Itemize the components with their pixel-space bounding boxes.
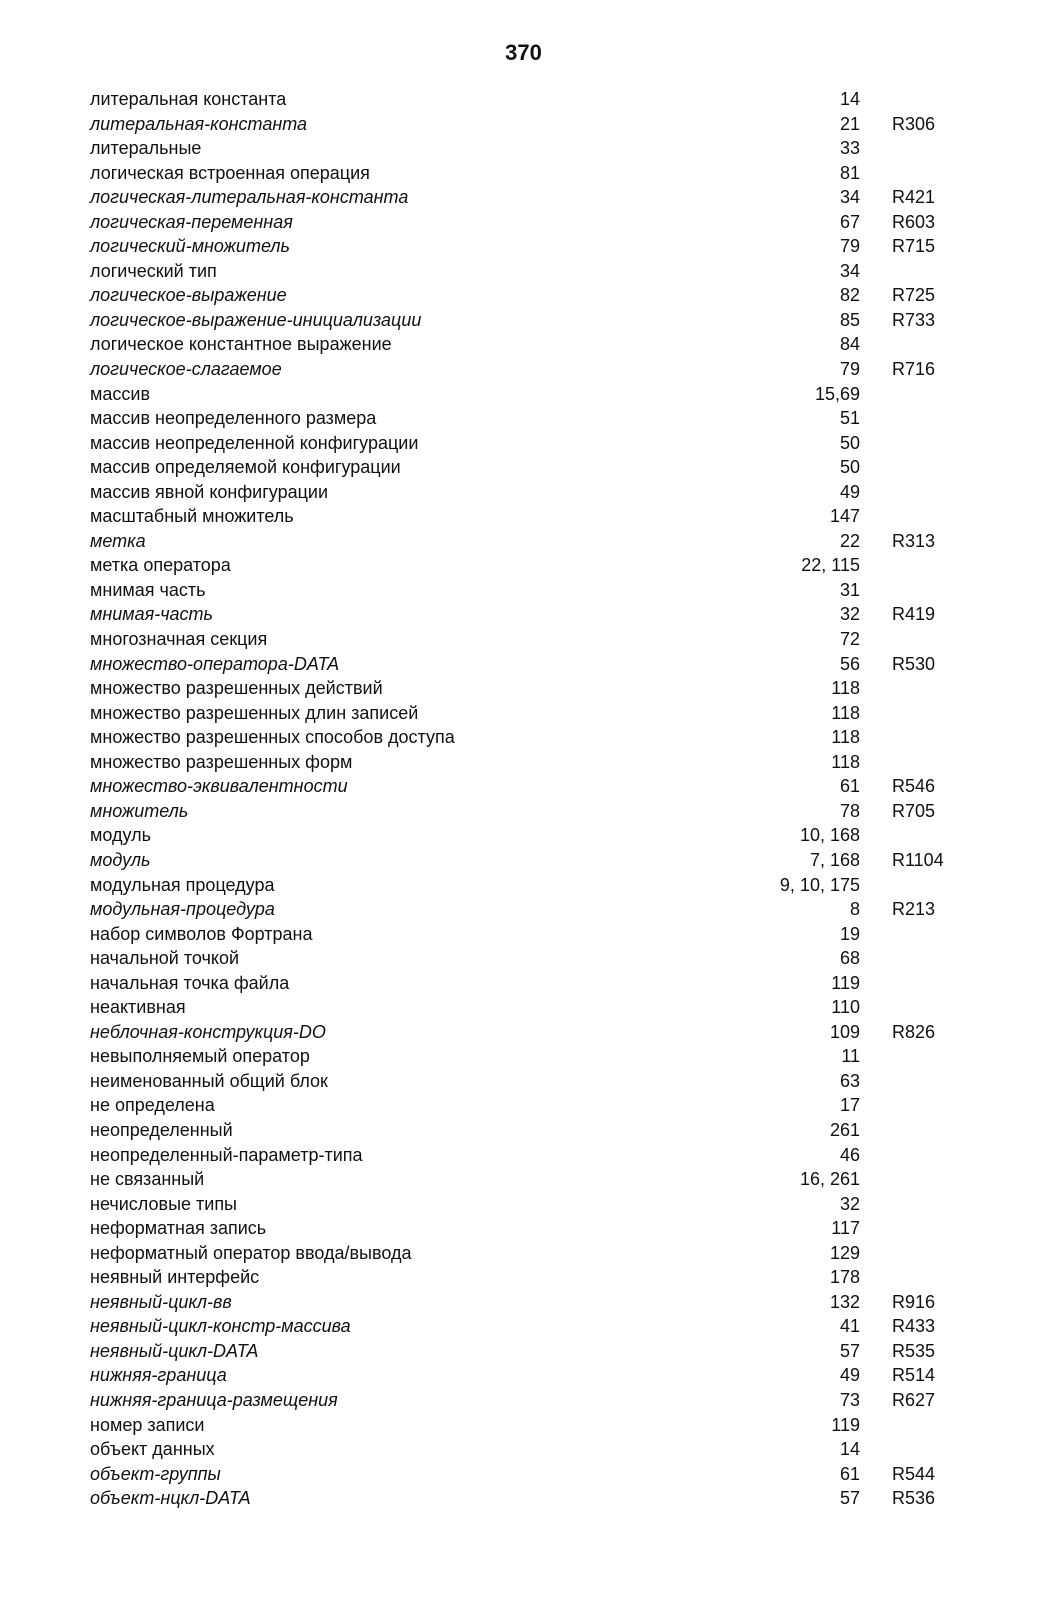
index-pages: 14 (839, 89, 860, 109)
index-pages: 79 (839, 359, 860, 380)
index-entry (0, 283, 1047, 308)
index-pages: 57 (839, 1340, 860, 1361)
index-entry (0, 1069, 1047, 1094)
index-pages: 56 (839, 653, 860, 674)
index-pages: 34 (839, 187, 860, 208)
index-pages: 46 (839, 1144, 860, 1165)
index-rule: R1104 (892, 849, 944, 870)
index-entry (0, 382, 1047, 407)
index-term: начальная точка файла (90, 972, 290, 993)
index-term: логическое-выражение-инициализации (90, 309, 422, 330)
index-entry (0, 259, 1047, 284)
index-rule: R725 (892, 285, 936, 306)
index-term: набор символов Фортрана (90, 923, 313, 944)
index-rule: R544 (892, 1463, 936, 1484)
index-pages: 57 (839, 1488, 860, 1509)
index-pages: 72 (839, 629, 860, 650)
index-term: множество разрешенных способов доступа (90, 727, 455, 748)
index-entry (0, 799, 1047, 824)
index-rule: R530 (892, 653, 936, 674)
index-term: множество разрешенных действий (90, 678, 383, 699)
index-entry (0, 308, 1047, 333)
index-pages: 84 (839, 334, 860, 355)
index-entry (0, 995, 1047, 1020)
index-entry (0, 652, 1047, 677)
index-entry (0, 1093, 1047, 1118)
index-entry (0, 823, 1047, 848)
index-entry (0, 1192, 1047, 1217)
index-pages: 11 (841, 1046, 860, 1067)
index-pages: 15,69 (814, 383, 860, 404)
index-rule: R421 (892, 187, 936, 208)
index-entry (0, 1437, 1047, 1462)
index-term: логическое-слагаемое (90, 359, 282, 380)
index-rule: R536 (892, 1488, 936, 1509)
index-term: множество-оператора-DATA (90, 653, 340, 674)
index-term: многозначная секция (90, 629, 268, 650)
index-term: номер записи (90, 1414, 205, 1435)
index-term: логический тип (90, 260, 217, 281)
index-term: множество разрешенных длин записей (90, 702, 419, 723)
index-pages: 7, 168 (809, 849, 860, 870)
index-pages: 119 (831, 1414, 860, 1435)
index-pages: 19 (839, 923, 860, 944)
index-entry (0, 553, 1047, 578)
index-pages: 14 (839, 1439, 860, 1460)
index-entry (0, 87, 1047, 112)
index-term: нижняя-граница-размещения (90, 1389, 338, 1410)
index-entry (0, 676, 1047, 701)
index-pages: 32 (839, 604, 860, 625)
index-term: нечисловые типы (90, 1193, 237, 1214)
index-pages: 22, 115 (801, 555, 860, 576)
index-entry (0, 750, 1047, 775)
index-entry (0, 1363, 1047, 1388)
index-entry (0, 529, 1047, 554)
index-term: неформатный оператор ввода/вывода (90, 1242, 412, 1263)
index-entry (0, 922, 1047, 947)
index-entry (0, 1216, 1047, 1241)
index-term: модуль (90, 825, 151, 846)
index-pages: 8 (849, 899, 860, 920)
index-pages: 110 (831, 997, 860, 1018)
index-pages: 17 (839, 1095, 860, 1116)
index-term: литеральные (90, 138, 202, 159)
index-entry (0, 701, 1047, 726)
index-entry (0, 897, 1047, 922)
index-pages: 61 (839, 1463, 860, 1484)
index-entry (0, 480, 1047, 505)
index-term: неформатная запись (90, 1218, 267, 1239)
index-rule: R433 (892, 1316, 936, 1337)
index-entry (0, 1290, 1047, 1315)
index-pages: 68 (839, 948, 860, 969)
index-term: литеральная-константа (90, 113, 308, 134)
index-entry (0, 234, 1047, 259)
index-term: модуль (90, 849, 151, 870)
index-entry (0, 1462, 1047, 1487)
index-pages: 132 (829, 1291, 860, 1312)
index-entry (0, 602, 1047, 627)
index-rule: R313 (892, 530, 936, 551)
index-term: объект-нцкл-DATA (90, 1488, 251, 1509)
index-pages: 50 (839, 432, 860, 453)
index-pages: 41 (839, 1316, 860, 1337)
index-term: нижняя-граница (90, 1365, 227, 1386)
index-pages: 73 (839, 1389, 860, 1410)
index-term: множество-эквивалентности (90, 776, 348, 797)
index-rule: R733 (892, 309, 936, 330)
index-term: массив (90, 383, 151, 404)
index-pages: 178 (829, 1267, 860, 1288)
index-pages: 21 (839, 113, 860, 134)
index-entry (0, 1044, 1047, 1069)
index-rule: R306 (892, 113, 936, 134)
index-pages: 33 (839, 138, 860, 159)
index-rule: R705 (892, 800, 936, 821)
index-entry (0, 210, 1047, 235)
index-pages: 119 (831, 972, 860, 993)
index-entry (0, 1241, 1047, 1266)
index-entry (0, 946, 1047, 971)
index-entry (0, 455, 1047, 480)
index-entry (0, 161, 1047, 186)
index-rule: R213 (892, 899, 936, 920)
index-term: множитель (90, 800, 189, 821)
index-term: мнимая часть (90, 579, 206, 600)
index-term: метка (90, 530, 146, 551)
index-rule: R715 (892, 236, 936, 257)
index-pages: 63 (839, 1070, 860, 1091)
index-pages: 61 (839, 776, 860, 797)
index-entry (0, 873, 1047, 898)
index-term: неименованный общий блок (90, 1070, 328, 1091)
index-pages: 50 (839, 457, 860, 478)
index-term: логическое константное выражение (90, 334, 392, 355)
index-term: литеральная константа (90, 89, 287, 109)
index-entry (0, 185, 1047, 210)
index-rule: R419 (892, 604, 936, 625)
index-rule: R535 (892, 1340, 936, 1361)
index-entry (0, 971, 1047, 996)
index-entry (0, 1167, 1047, 1192)
index-rule: R514 (892, 1365, 936, 1386)
index-term: невыполняемый оператор (90, 1046, 310, 1067)
index-term: масштабный множитель (90, 506, 294, 527)
index-pages: 16, 261 (799, 1169, 860, 1190)
index-entry (0, 627, 1047, 652)
index-entry (0, 1118, 1047, 1143)
index-entry (0, 431, 1047, 456)
index-term: множество разрешенных форм (90, 751, 353, 772)
index-term: неблочная-конструкция-DO (90, 1021, 326, 1042)
index-term: логическое-выражение (90, 285, 287, 306)
index-pages: 109 (829, 1021, 860, 1042)
index-entry (0, 774, 1047, 799)
index-entry (0, 1143, 1047, 1168)
index-pages: 118 (831, 751, 860, 772)
index-pages: 129 (829, 1242, 860, 1263)
index-term: неявный-цикл-констр-массива (90, 1316, 351, 1337)
index-pages: 49 (839, 1365, 860, 1386)
index-rule: R916 (892, 1291, 936, 1312)
index-term: массив неопределенного размера (90, 408, 377, 429)
index-term: не связанный (90, 1169, 205, 1190)
index-pages: 118 (831, 678, 860, 699)
index-pages: 78 (839, 800, 860, 821)
index-pages: 81 (839, 162, 860, 183)
index-entry (0, 725, 1047, 750)
index-entry (0, 1388, 1047, 1413)
index-entry (0, 848, 1047, 873)
index-term: начальной точкой (90, 948, 240, 969)
index-term: объект данных (90, 1439, 215, 1460)
index-pages: 67 (839, 211, 860, 232)
index-entry (0, 1314, 1047, 1339)
index-entry (0, 357, 1047, 382)
index-pages: 22 (839, 530, 860, 551)
index-term: модульная-процедура (90, 899, 275, 920)
index-term: массив явной конфигурации (90, 481, 329, 502)
index-term: логическая-переменная (90, 211, 293, 232)
index-term: логический-множитель (90, 236, 290, 257)
index-pages: 51 (839, 408, 860, 429)
index-term: массив определяемой конфигурации (90, 457, 401, 478)
index-entry (0, 1486, 1047, 1511)
index-term: неявный-цикл-DATA (90, 1340, 259, 1361)
index-pages: 118 (831, 727, 860, 748)
index-term: логическая-литеральная-константа (90, 187, 409, 208)
index-pages: 32 (839, 1193, 860, 1214)
index-term: неявный-цикл-вв (90, 1291, 232, 1312)
index-pages: 31 (839, 579, 860, 600)
index-term: объект-группы (90, 1463, 221, 1484)
index-pages: 85 (839, 309, 860, 330)
index-rule: R627 (892, 1389, 936, 1410)
index-entry (0, 406, 1047, 431)
index-pages: 10, 168 (799, 825, 860, 846)
index-term: модульная процедура (90, 874, 275, 895)
index-entry (0, 578, 1047, 603)
index-pages: 34 (839, 260, 860, 281)
index-term: неактивная (90, 997, 186, 1018)
index-pages: 82 (839, 285, 860, 306)
index-rule: R826 (892, 1021, 936, 1042)
index-pages: 118 (831, 702, 860, 723)
index-pages: 49 (839, 481, 860, 502)
index-entry (0, 1339, 1047, 1364)
index-entry (0, 112, 1047, 137)
index-pages: 9, 10, 175 (779, 874, 860, 895)
index-term: массив неопределенной конфигурации (90, 432, 419, 453)
page-number: 370 (505, 40, 542, 65)
index-entry (0, 504, 1047, 529)
index-term: неопределенный-параметр-типа (90, 1144, 363, 1165)
index-entry (0, 1020, 1047, 1045)
index-term: мнимая-часть (90, 604, 214, 625)
index-term: неявный интерфейс (90, 1267, 260, 1288)
index-list (0, 87, 1047, 1511)
index-entry (0, 1265, 1047, 1290)
index-entry (0, 1413, 1047, 1438)
index-pages: 147 (829, 506, 860, 527)
index-rule: R716 (892, 359, 936, 380)
index-entry (0, 332, 1047, 357)
index-term: логическая встроенная операция (90, 162, 370, 183)
index-term: метка оператора (90, 555, 231, 576)
index-pages: 79 (839, 236, 860, 257)
index-term: неопределенный (90, 1119, 233, 1140)
index-term: не определена (90, 1095, 215, 1116)
index-pages: 117 (831, 1218, 860, 1239)
index-rule: R546 (892, 776, 936, 797)
index-entry (0, 136, 1047, 161)
index-rule: R603 (892, 211, 936, 232)
index-pages: 261 (829, 1119, 860, 1140)
